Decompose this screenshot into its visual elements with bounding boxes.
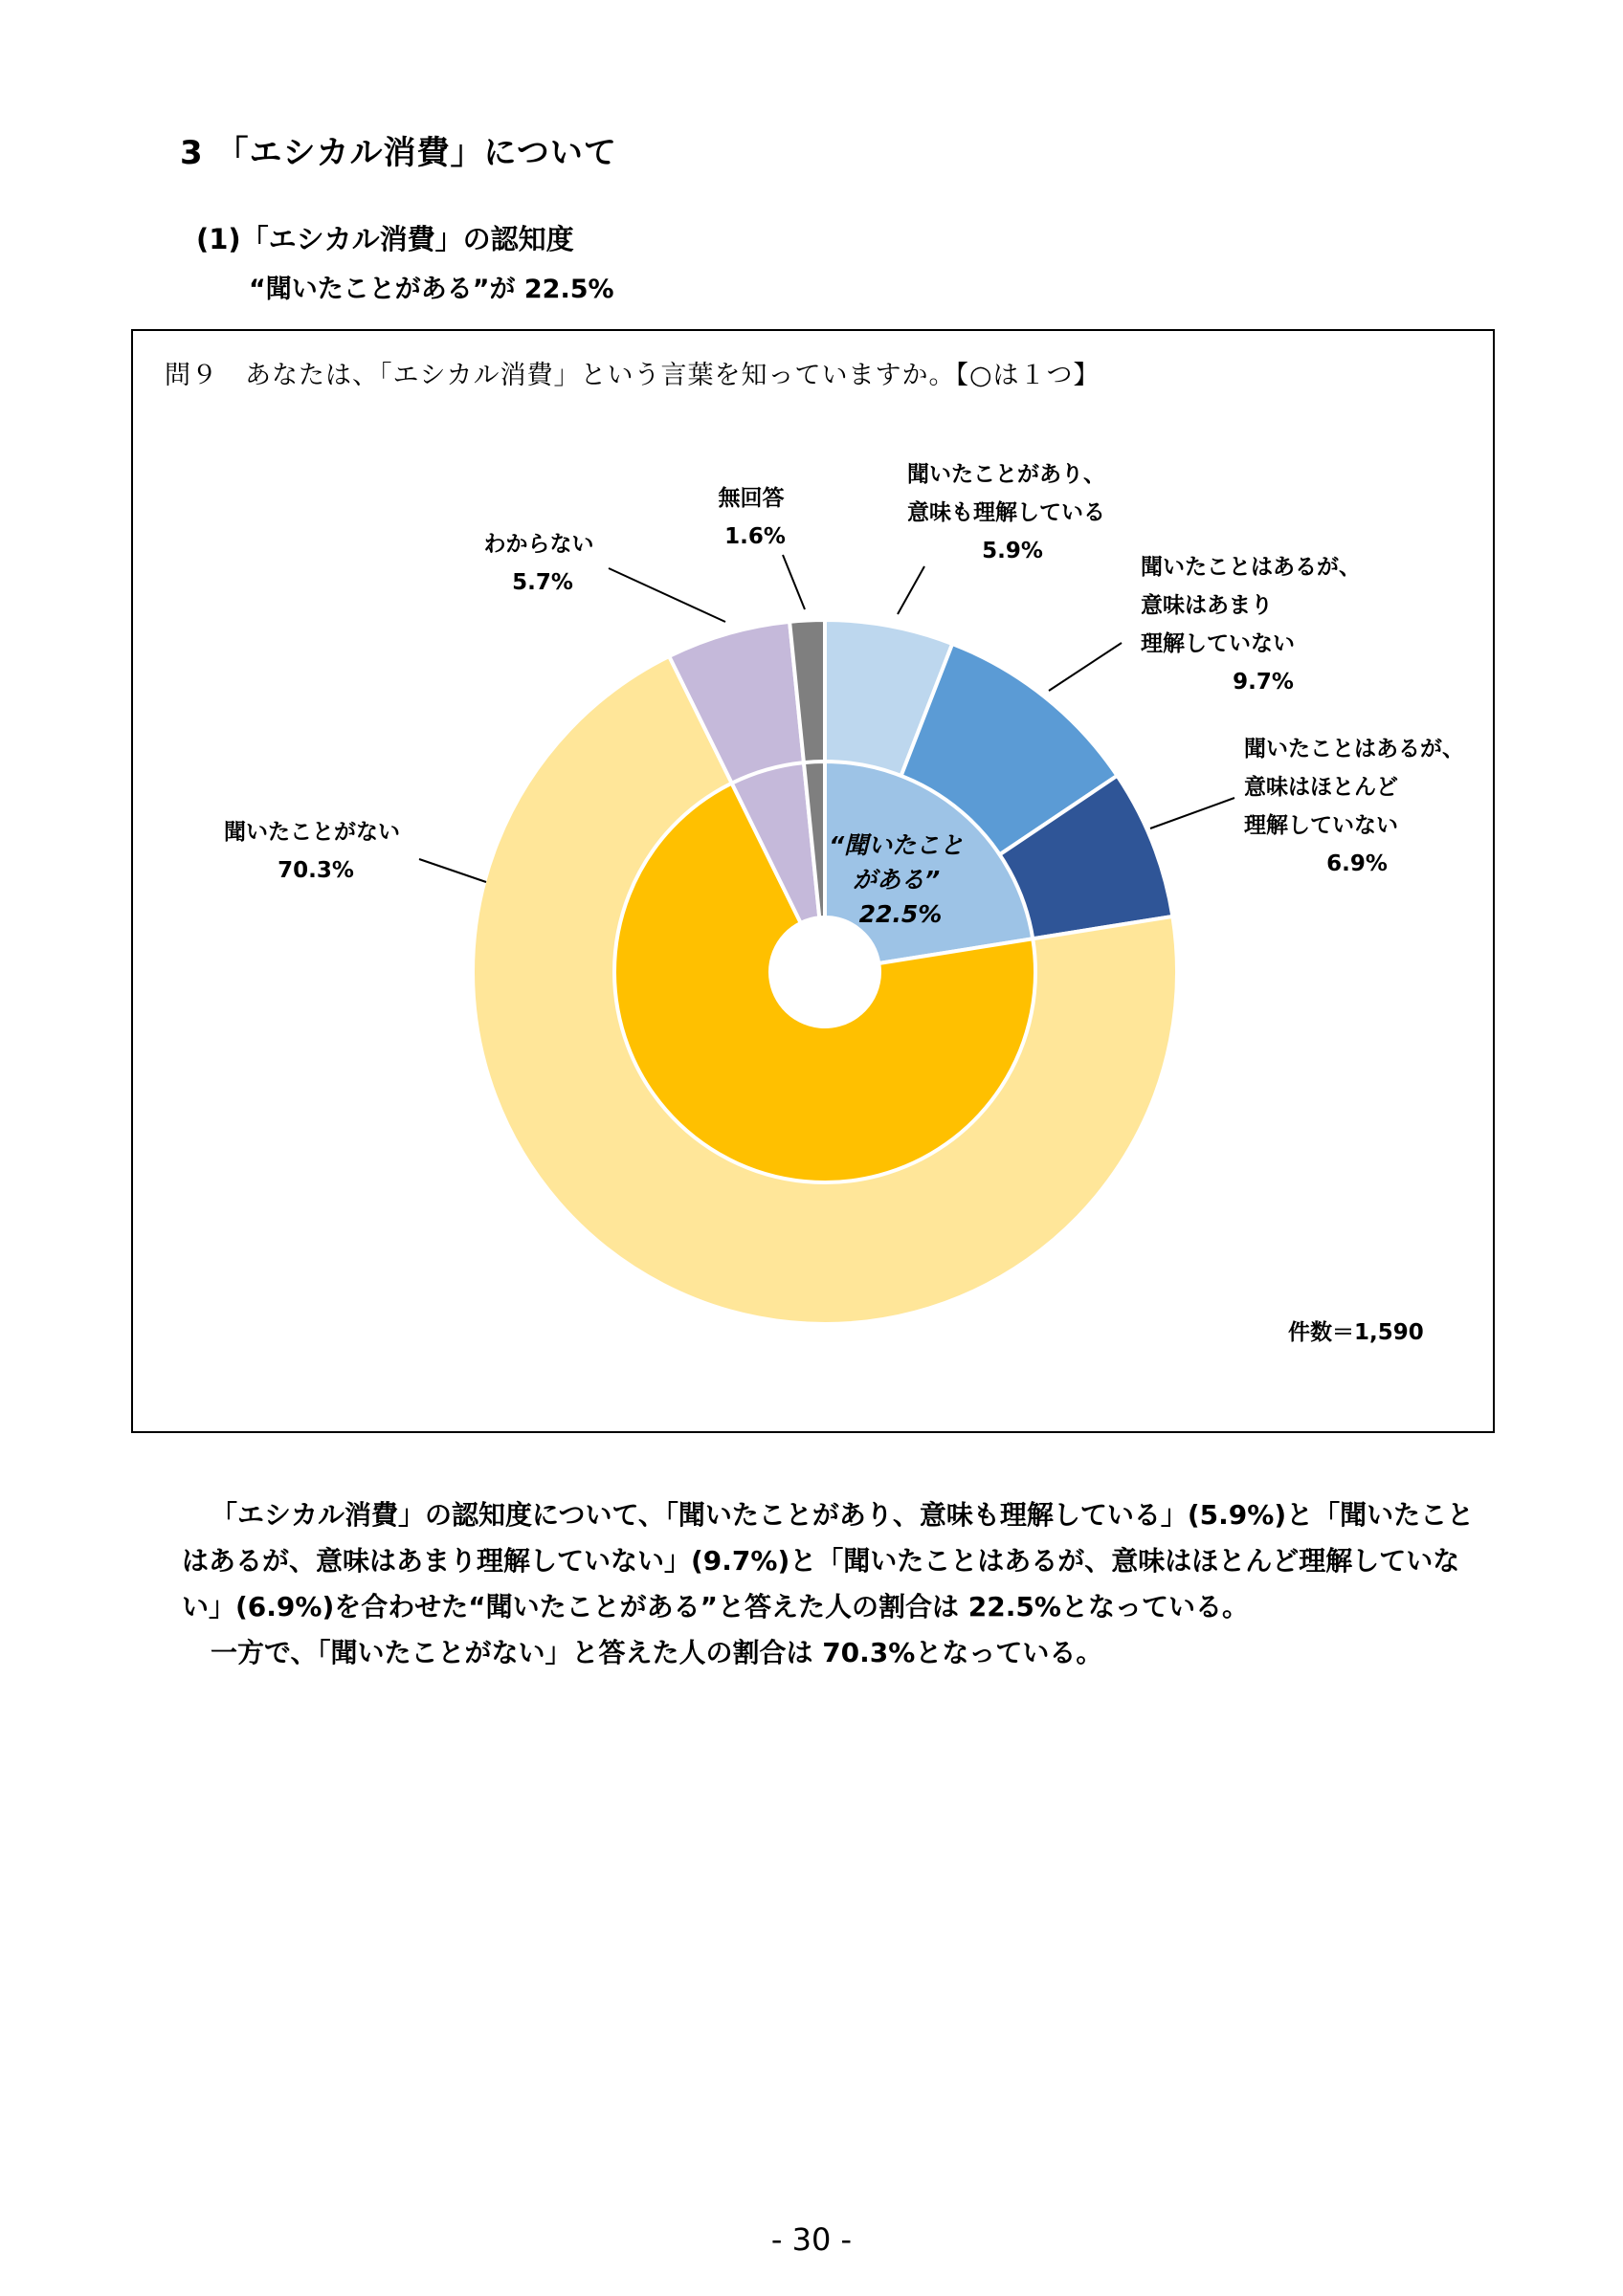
label-understand: 聞いたことがあり、 意味も理解している 5.9%: [907, 462, 1105, 563]
page-number: - 30 -: [770, 2221, 853, 2258]
leader-line-understand: [898, 566, 924, 614]
count-label: 件数＝1,590: [1288, 1320, 1424, 1345]
label-never: 聞いたことがない 70.3%: [223, 820, 400, 883]
question-text: 問９ あなたは、「エシカル消費」という言葉を知っていますか。【○は１つ】: [165, 361, 1101, 390]
leader-line-hardly: [1150, 798, 1234, 828]
label-heard-total: “聞いたこと がある” 22.5%: [829, 831, 965, 928]
leader-line-not-much: [1049, 643, 1122, 691]
subsection-title: (1)「エシカル消費」の認知度: [196, 223, 574, 255]
label-unknown: わからない 5.7%: [483, 532, 594, 595]
label-hardly: 聞いたことはあるが、 意味はほとんど 理解していない 6.9%: [1244, 737, 1464, 876]
label-noanswer: 無回答 1.6%: [718, 486, 786, 549]
subsection-note: “聞いたことがある”が 22.5%: [249, 275, 614, 304]
section-title: 3 「エシカル消費」について: [180, 134, 617, 172]
body-paragraph-1: 「エシカル消費」の認知度について、「聞いたことがあり、意味も理解している」(5.9%)と「聞いたことはあるが、意味はあまり理解していない」(9.7%)と「聞いたことはあるが、意味はほとんど理解していない」(6.9%)を合わせた“聞いたことがある”と答えた人の割合は 22.5%となっている。: [182, 1499, 1475, 1623]
body-paragraph-2: 一方で、「聞いたことがない」と答えた人の割合は 70.3%となっている。: [211, 1637, 1103, 1668]
donut-hole: [770, 917, 879, 1027]
leader-line-never: [419, 859, 486, 882]
label-not-much: 聞いたことはあるが、 意味はあまり 理解していない 9.7%: [1141, 555, 1361, 695]
leader-line-noanswer: [783, 555, 805, 609]
body-text: [182, 1492, 1493, 1676]
leader-line-unknown: [609, 568, 725, 622]
